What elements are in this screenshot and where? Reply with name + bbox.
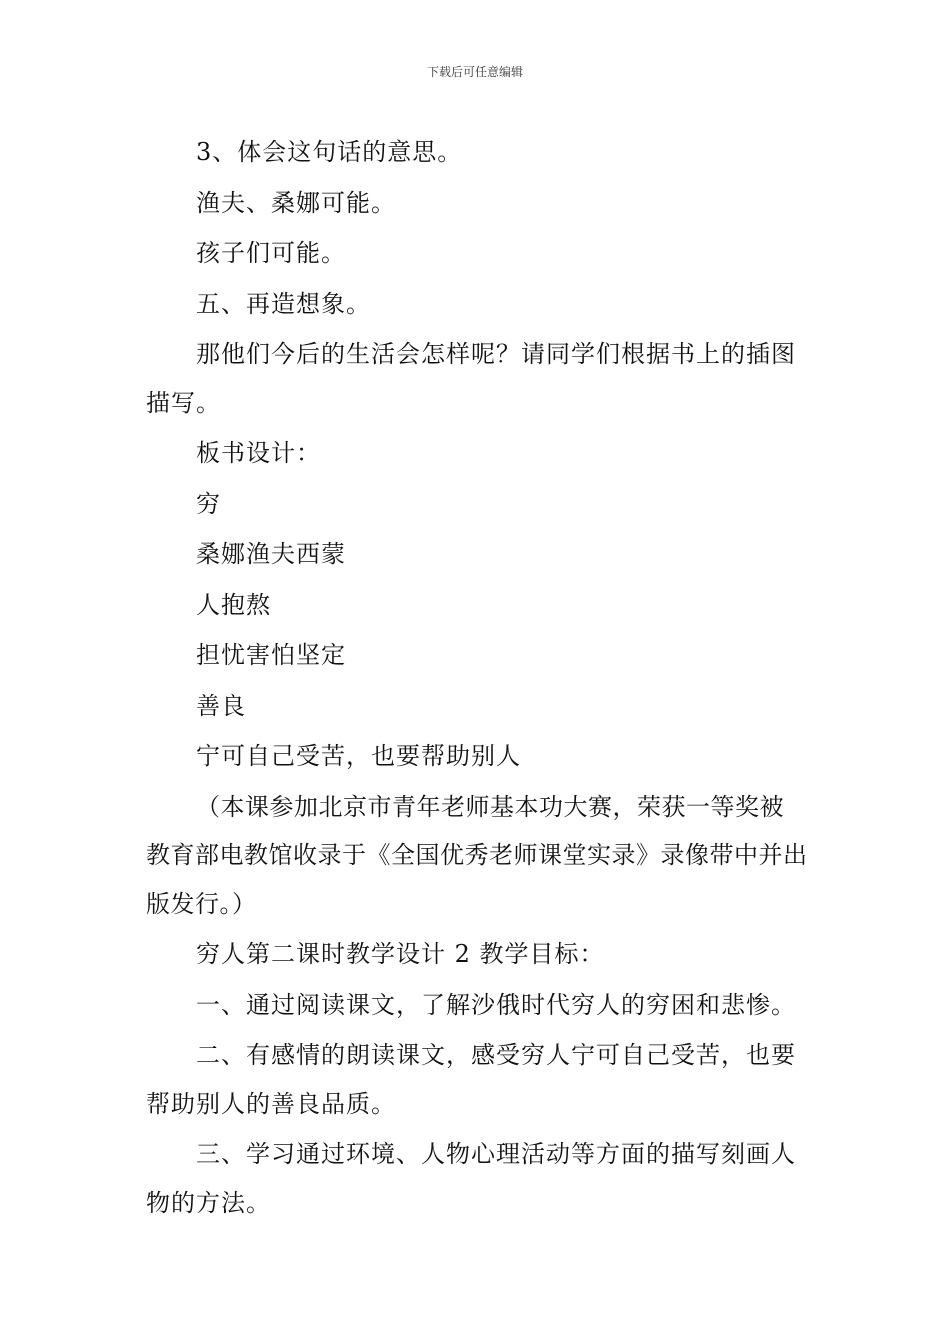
paragraph-9: 人抱熬: [196, 590, 271, 619]
paragraph-17: 三、学习通过环境、人物心理活动等方面的描写刻画人物的方法。: [146, 1140, 796, 1217]
page-header: 下载后可任意编辑: [426, 65, 523, 79]
paragraph-3: 孩子们可能。: [196, 239, 346, 267]
paragraph-7: 穷: [196, 489, 221, 518]
paragraph-6: 板书设计：: [196, 439, 321, 467]
paragraph-4: 五、再造想象。: [196, 289, 371, 318]
paragraph-12: 宁可自己受苦，也要帮助别人: [196, 742, 521, 770]
paragraph-8: 桑娜渔夫西蒙: [196, 540, 346, 568]
paragraph-10: 担忧害怕坚定: [196, 641, 346, 669]
document-body: [146, 128, 808, 1229]
paragraph-16: 二、有感情的朗读课文，感受穷人宁可自己受苦，也要帮助别人的善良品质。: [146, 1041, 796, 1118]
paragraph-1: 3、体会这句话的意思。: [196, 138, 463, 166]
paragraph-11: 善良: [196, 691, 246, 720]
paragraph-13: （本课参加北京市青年老师基本功大赛，荣获一等奖被教育部电教馆收录于《全国优秀老师课堂实录》录像带中并出版发行。）: [146, 792, 808, 918]
paragraph-15: 一、通过阅读课文，了解沙俄时代穷人的穷困和悲惨。: [196, 990, 796, 1019]
paragraph-14: 穷人第二课时教学设计 2 教学目标：: [196, 940, 605, 968]
paragraph-5: 那他们今后的生活会怎样呢？请同学们根据书上的插图描写。: [146, 340, 796, 417]
paragraph-2: 渔夫、桑娜可能。: [196, 188, 396, 217]
